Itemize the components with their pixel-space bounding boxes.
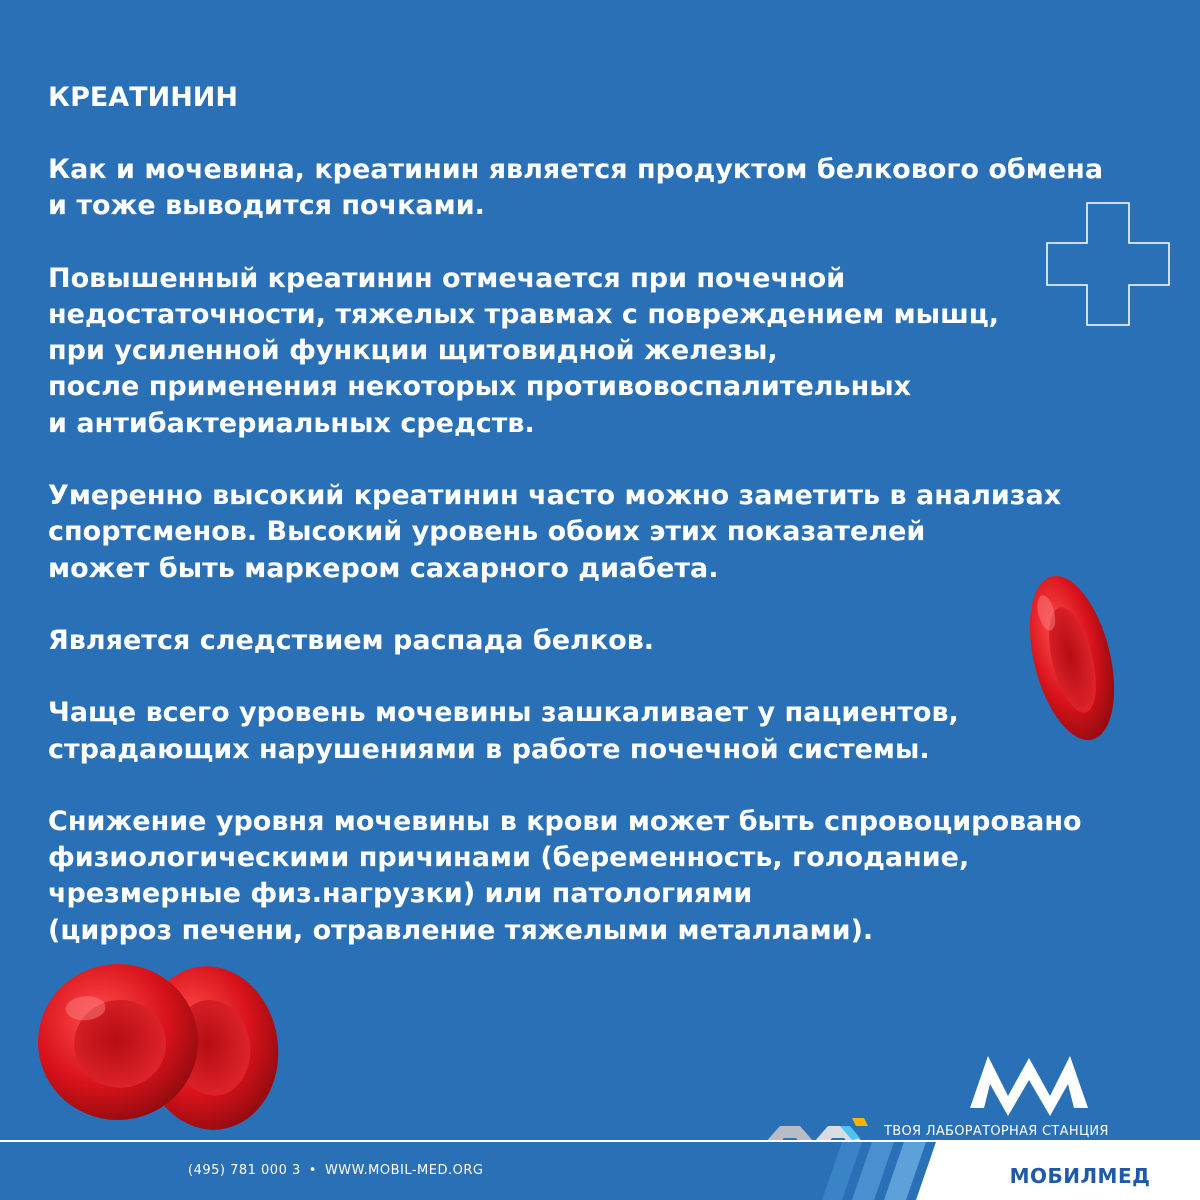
separator-dot: • xyxy=(308,1163,317,1178)
paragraph-2: Повышенный креатинин отмечается при почечной недостаточности, тяжелых травмах с повреждением мышц, при усиленной функции щитовидной железы, после применения некоторых противовоспалительных и антибактериальных средств. xyxy=(48,262,1000,439)
paragraph-5: Чаще всего уровень мочевины зашкаливает у пациентов, страдающих нарушениями в работе почечной системы. xyxy=(48,697,959,765)
medical-cross-icon xyxy=(1046,202,1170,326)
red-blood-cell-pair-icon xyxy=(30,958,290,1138)
brand-name: МОБИЛМЕД xyxy=(1009,1164,1151,1188)
paragraph-3: Умеренно высокий креатинин часто можно заметить в анализах спортсменов. Высокий уровень обоих этих показателей может быть маркером сахарного диабета. xyxy=(48,480,1062,584)
brand-tagline: ТВОЯ ЛАБОРАТОРНАЯ СТАНЦИЯ xyxy=(884,1124,1109,1139)
page-title: КРЕАТИНИН xyxy=(48,82,239,113)
website-link[interactable]: WWW.MOBIL-MED.ORG xyxy=(324,1163,484,1178)
paragraph-6: Снижение уровня мочевины в крови может быть спровоцировано физиологическими причинами (беременность, голодание, чрезмерные физ.нагрузки) или патологиями (цирроз печени, отравление тяжелыми металлами). xyxy=(48,805,1082,946)
main-content xyxy=(48,80,1168,985)
footer-contacts xyxy=(188,1163,483,1178)
phone-number[interactable]: (495) 781 000 3 xyxy=(188,1163,301,1178)
mobilmed-logo-icon xyxy=(968,1050,1090,1120)
red-blood-cell-icon xyxy=(1022,568,1122,748)
paragraph-1: Как и мочевина, креатинин является продуктом белкового обмена и тоже выводится почками. xyxy=(48,154,1104,222)
paragraph-4: Является следствием распада белков. xyxy=(48,624,655,656)
